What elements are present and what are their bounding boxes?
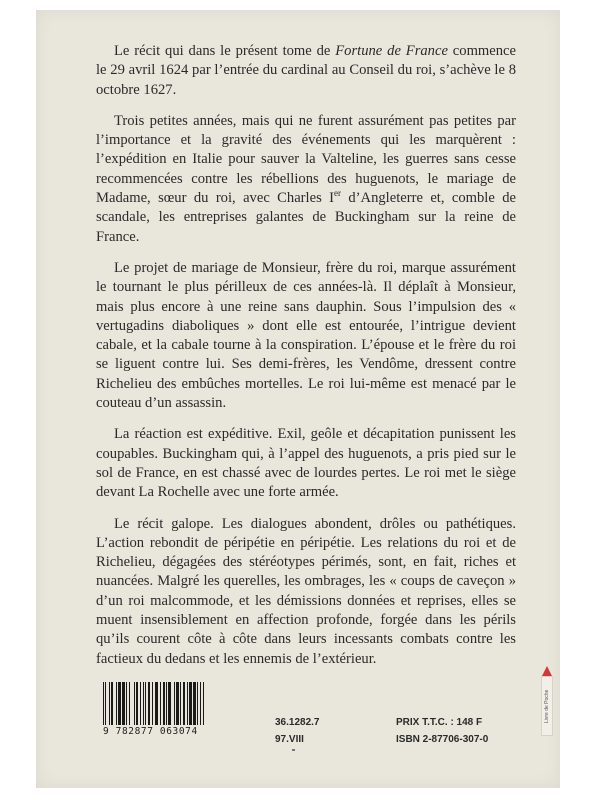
publisher-logo bbox=[541, 666, 554, 736]
barcode-bars bbox=[103, 682, 243, 725]
isbn-number: ISBN 2-87706-307-0 bbox=[396, 734, 489, 745]
triangle-icon bbox=[542, 666, 552, 676]
reference-code-1: 36.1282.7 bbox=[275, 717, 320, 728]
publisher-logo-text: Livre de Poche bbox=[541, 676, 553, 736]
reference-code-2: 97.VIII bbox=[275, 734, 304, 745]
print-mark bbox=[292, 749, 295, 751]
paragraph-2: Trois petites années, mais qui ne furent assurément pas petites par l’importance et la gravité des événements qui les marquèrent : l’expédition en Italie pour sauver la Valteline, les guerres sans cesse recommencées contre les rébellions des huguenots, le mariage de Madame, sœur du roi, avec Charles Ier d’Angleterre et, comble de scandale, les entreprises galantes de Buckingham sur la reine de France. bbox=[96, 112, 516, 245]
isbn-barcode bbox=[103, 682, 243, 736]
paragraph-1: Le récit qui dans le présent tome de Fortune de France commence le 29 avril 1624 par l’entrée du cardinal au Conseil du roi, s’achève le 8 octobre 1627. bbox=[96, 43, 517, 98]
paragraph-5: Le récit galope. Les dialogues abondent, drôles ou pathétiques. L’action rebondit de péripétie en péripétie. Les relations du roi et de Richelieu, dégagées des stéréotypes périmés, sont, en fait, riches et nuancées. Malgré les querelles, les ombrages, les « coups de caveçon » d’un roi malcommode, et les démissions données et reprises, elles se muent insensiblement en affection profonde, forgée dans les périls qu’ils courent côte à côte dans leurs incessants combats contre les factieux du dedans et les ennemis de l’extérieur. bbox=[96, 515, 516, 667]
paragraph-4: La réaction est expéditive. Exil, geôle et décapitation punissent les coupables. Buckingham qui, à l’appel des huguenots, a pris pied sur le sol de France, en est chassé avec de lourdes pertes. Le roi met le siège devant La Rochelle avec une forte armée. bbox=[96, 426, 516, 501]
paragraph-3: Le projet de mariage de Monsieur, frère du roi, marque assurément le tournant le plus périlleux de ces années-là. Il déplaît à Monsieur, mais plus encore à une reine sans dauphin. Sous l’impulsion des « vertugadins diaboliques » dont elle est entourée, l’intrigue devient cabale, et la cabale tourne à la conspiration. L’épouse et le frère du roi se liguent contre lui. Ses demi-frères, les Vendôme, dressent contre Richelieu des embûches mortelles. Le roi lui-même est menacé par le couteau d’un assassin. bbox=[96, 259, 516, 412]
price-block bbox=[396, 717, 488, 751]
barcode-digits: 9 782877 063074 bbox=[103, 726, 198, 737]
back-cover-text bbox=[96, 42, 516, 681]
reference-codes bbox=[275, 717, 320, 751]
price-label: PRIX T.T.C. : 148 F bbox=[396, 717, 483, 728]
book-series-title: Fortune de France bbox=[335, 43, 448, 59]
